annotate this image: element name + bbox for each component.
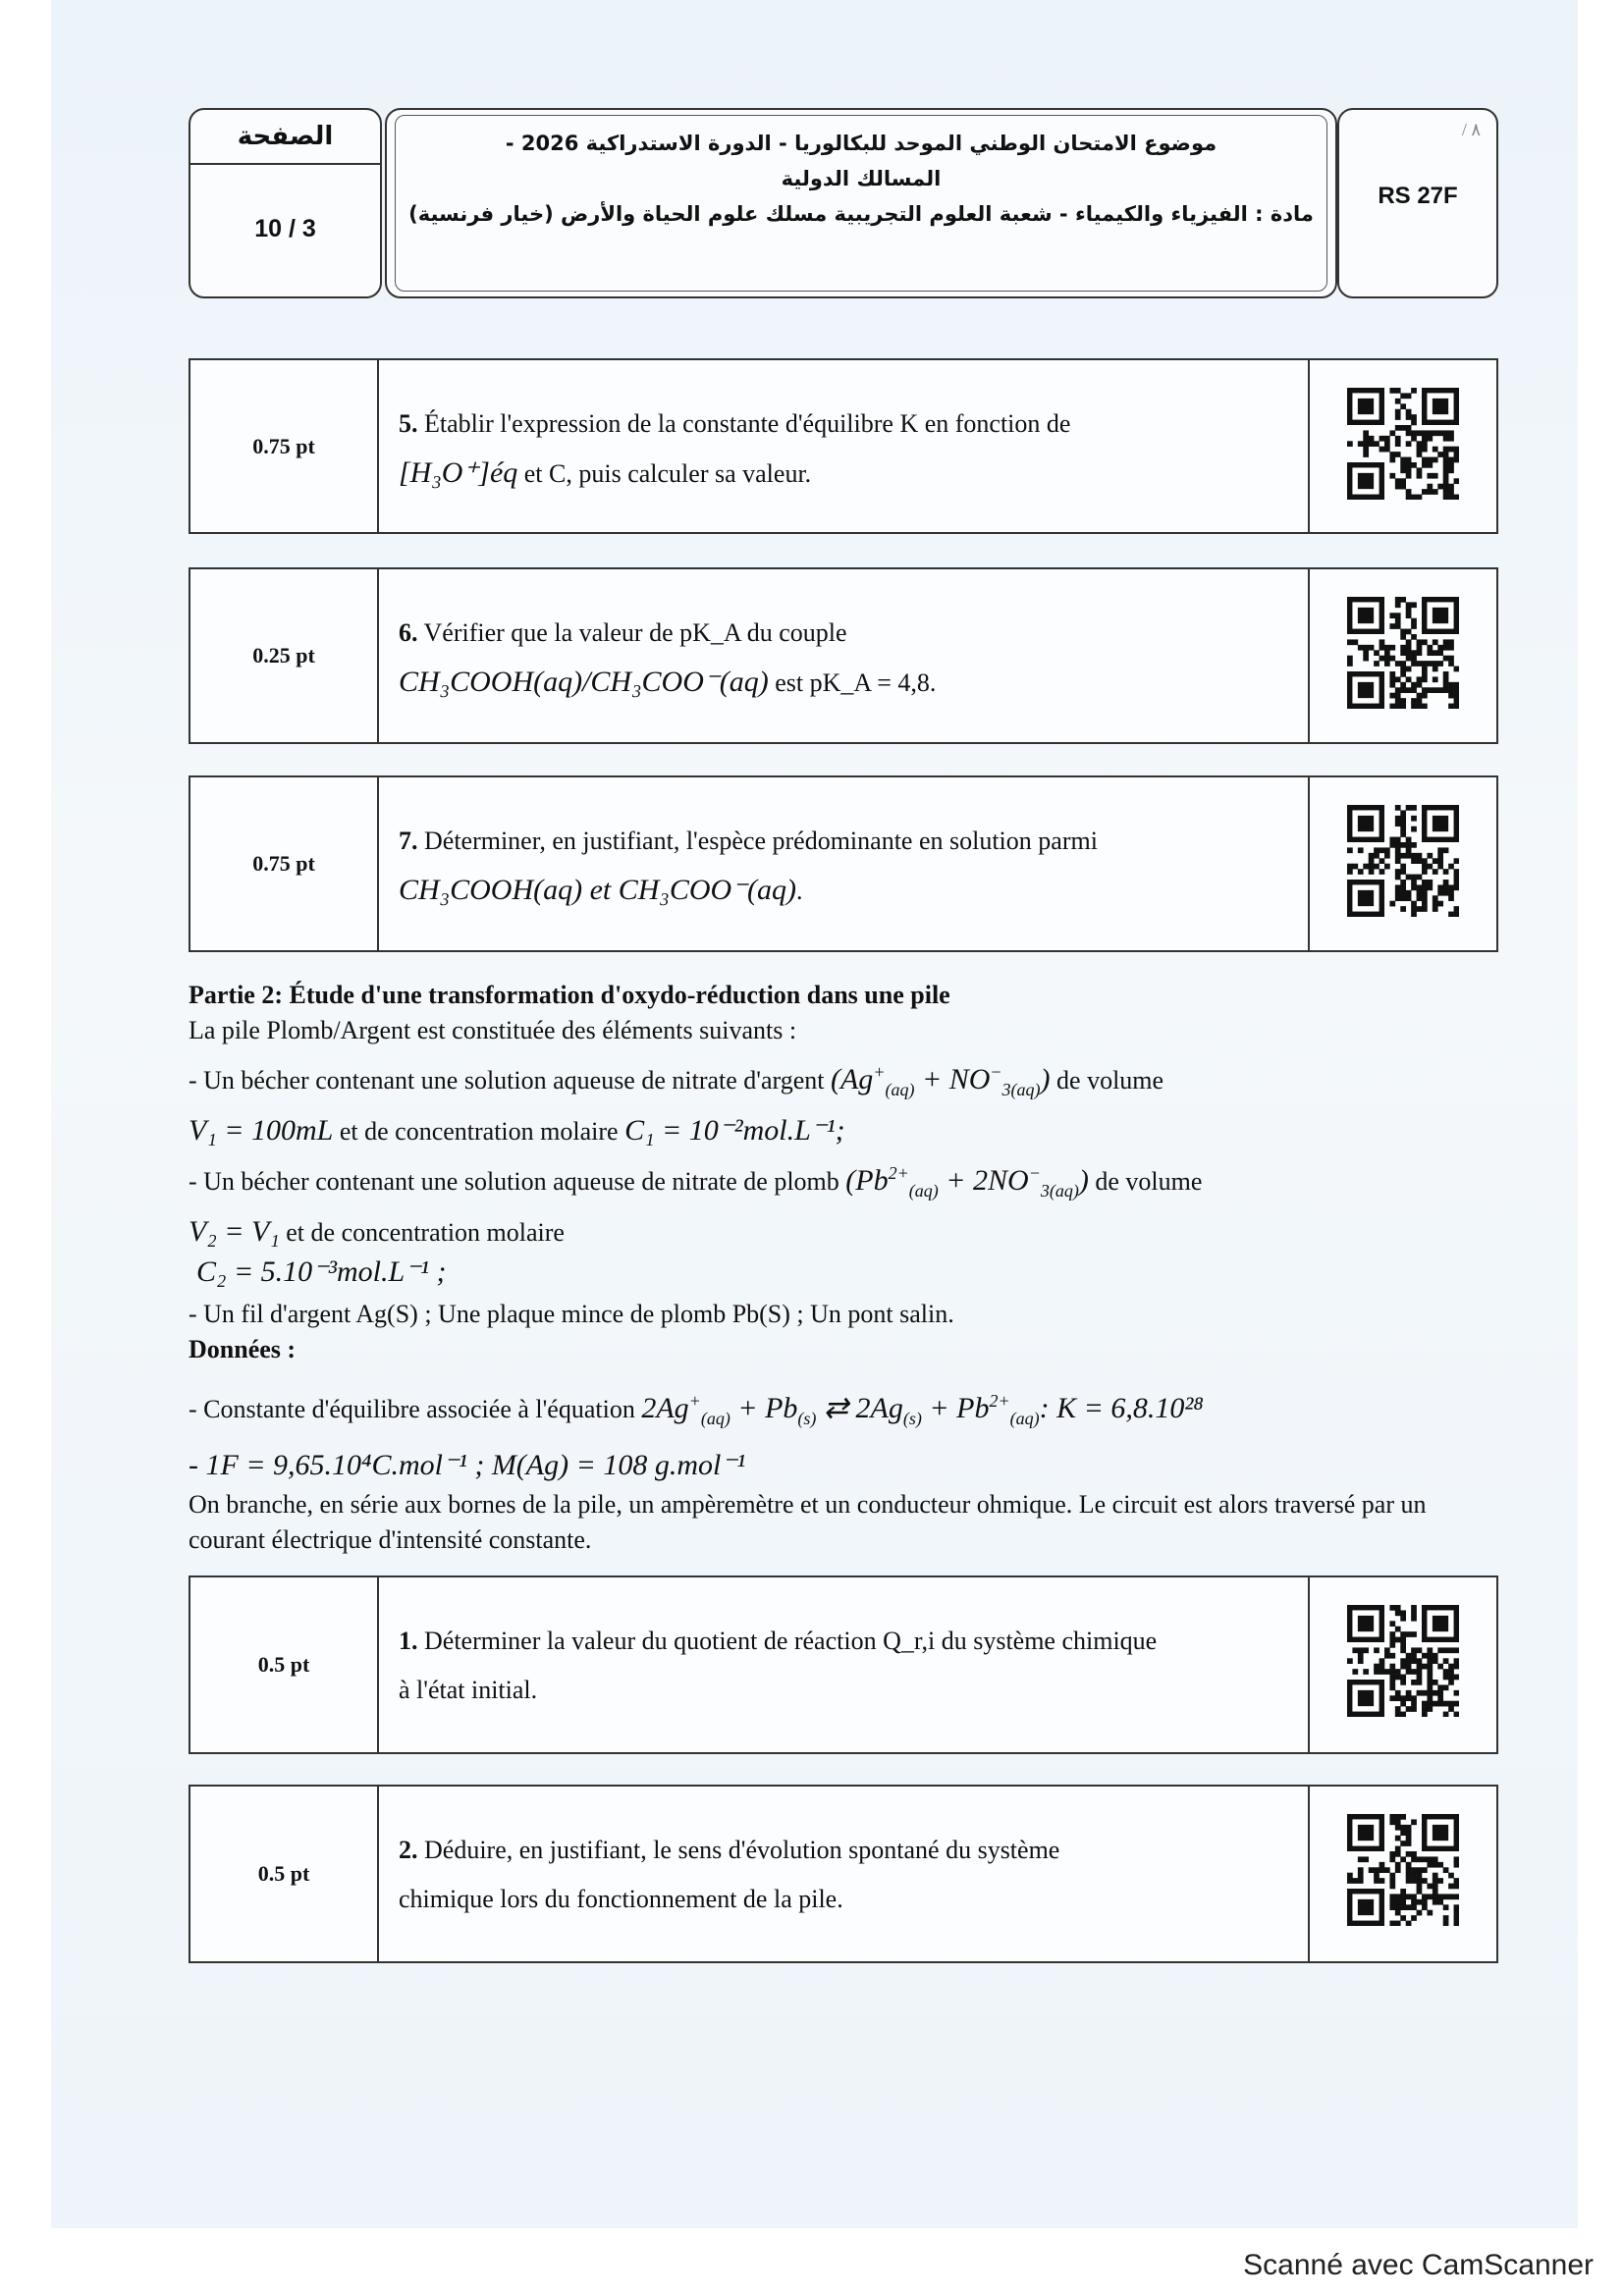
question-line-2: et C, puis calculer sa valeur.	[517, 459, 812, 488]
qr-cell	[1308, 360, 1496, 532]
title-line-1: موضوع الامتحان الوطني الموحد للبكالوريا - الدورة الاستدراكية 2026 -	[505, 132, 1217, 155]
title-line-2: المسالك الدولية	[781, 167, 942, 190]
item2-volume-label: de volume	[1088, 1167, 1203, 1196]
points-cell: 0.75 pt	[190, 360, 379, 532]
question-text	[399, 609, 1288, 708]
c1-value: C₁ = 10⁻²mol.L⁻¹;	[624, 1114, 845, 1147]
qr-cell	[1308, 1577, 1496, 1752]
part2-title: Partie 2: Étude d'une transformation d'oxydo-réduction dans une pile	[189, 981, 950, 1009]
qr-cell	[1308, 1787, 1496, 1961]
question-number: 6.	[399, 618, 418, 647]
question-number: 1.	[399, 1627, 418, 1655]
item3-text: - Un fil d'argent Ag(S) ; Une plaque mince de plomb Pb(S) ; Un pont salin.	[189, 1300, 954, 1328]
data2-text: - 1F = 9,65.10⁴C.mol⁻¹ ; M(Ag) = 108 g.mol⁻¹	[189, 1449, 746, 1481]
question-line-2: chimique lors du fonctionnement de la pile.	[399, 1885, 843, 1913]
question-text	[399, 400, 1288, 499]
title-line-3: مادة : الفيزياء والكيمياء - شعبة العلوم التجريبية مسلك علوم الحياة والأرض (خيار فرنسية)	[408, 202, 1314, 226]
page-number-box	[189, 108, 382, 298]
qr-code-icon[interactable]	[1347, 597, 1459, 709]
equilibrium-constant: : K = 6,8.10²⁸	[1039, 1392, 1204, 1424]
silver-nitrate-formula: $(Ag^+_{(aq)} + NO^-_{3(aq)})$	[830, 1062, 1051, 1099]
question-line-1: Vérifier que la valeur de pK_A du couple	[423, 618, 847, 647]
question-number: 2.	[399, 1836, 418, 1864]
question-text	[399, 1617, 1288, 1715]
question-line-1: Déterminer la valeur du quotient de réaction Q_r,i du système chimique	[424, 1627, 1158, 1655]
question-line-2: est pK_A = 4,8.	[768, 668, 937, 697]
part2-section	[189, 978, 1494, 1558]
qr-code-icon[interactable]	[1347, 805, 1459, 917]
question-number: 7.	[399, 827, 418, 855]
exam-title-box	[385, 108, 1337, 298]
exam-title	[406, 126, 1316, 232]
exam-page	[51, 0, 1578, 2228]
points-cell: 0.75 pt	[190, 777, 379, 950]
item1-volume-label: de volume	[1050, 1066, 1164, 1095]
lead-nitrate-formula: $(Pb^{2+}_{(aq)} + 2NO^-_{3(aq)})$	[845, 1163, 1089, 1201]
item1-conc-label: et de concentration molaire	[333, 1117, 625, 1146]
question-line-1: Déduire, en justifiant, le sens d'évolution spontané du système	[424, 1836, 1060, 1864]
item1-text: - Un bécher contenant une solution aqueuse de nitrate d'argent	[189, 1066, 825, 1095]
question-math: CH₃COOH(aq)/CH₃COO⁻(aq)	[399, 666, 769, 698]
exam-code-box	[1337, 108, 1498, 298]
question-row	[189, 1785, 1498, 1963]
circuit-text: On branche, en série aux bornes de la pile, un ampèremètre et un conducteur ohmique. Le circuit est alors traversé par un courant électrique d'intensité constante.	[189, 1490, 1427, 1554]
question-line-1: Établir l'expression de la constante d'équilibre K en fonction de	[424, 409, 1071, 438]
redox-equation: $2Ag^+_{(aq)} + Pb_{(s)}$ ⇄ $2Ag_{(s)} + Pb^{2+}_{(aq)}$	[641, 1391, 1040, 1428]
points-cell: 0.25 pt	[190, 569, 379, 742]
item2-conc-label: et de concentration molaire	[279, 1218, 565, 1247]
points-cell: 0.5 pt	[190, 1787, 379, 1961]
question-text	[399, 817, 1288, 916]
question-number: 5.	[399, 409, 418, 438]
question-math: CH₃COOH(aq) et CH₃COO⁻(aq)	[399, 874, 796, 906]
question-math: [H₃O⁺]éq	[399, 456, 518, 489]
question-line-2: à l'état initial.	[399, 1676, 538, 1704]
question-line-1: Déterminer, en justifiant, l'espèce prédominante en solution parmi	[424, 827, 1098, 855]
v2-value: V₂ = V₁	[189, 1215, 280, 1248]
exam-code: RS 27F	[1378, 183, 1458, 209]
qr-code-icon[interactable]	[1347, 1814, 1459, 1926]
question-row	[189, 358, 1498, 534]
points-cell: 0.5 pt	[190, 1577, 379, 1752]
question-row	[189, 775, 1498, 952]
camscanner-footer: Scanné avec CamScanner	[1243, 2249, 1594, 2281]
qr-cell	[1308, 569, 1496, 742]
question-text	[399, 1826, 1288, 1924]
part2-intro: La pile Plomb/Argent est constituée des éléments suivants :	[189, 1016, 797, 1044]
qr-cell	[1308, 777, 1496, 950]
page-label: الصفحة	[190, 110, 380, 165]
page-number: 10 / 3	[254, 215, 316, 242]
qr-code-icon[interactable]	[1347, 388, 1459, 500]
item2-text: - Un bécher contenant une solution aqueuse de nitrate de plomb	[189, 1167, 839, 1196]
v1-value: V₁ = 100mL	[189, 1114, 334, 1147]
question-row	[189, 1575, 1498, 1754]
question-row	[189, 567, 1498, 744]
question-line-2: .	[796, 877, 803, 905]
qr-code-icon[interactable]	[1347, 1605, 1459, 1717]
data-title: Données :	[189, 1335, 297, 1363]
scan-mark: / ۸	[1461, 120, 1481, 139]
data1-text: - Constante d'équilibre associée à l'équation	[189, 1395, 635, 1423]
c2-value: C₂ = 5.10⁻³mol.L⁻¹ ;	[196, 1255, 447, 1288]
